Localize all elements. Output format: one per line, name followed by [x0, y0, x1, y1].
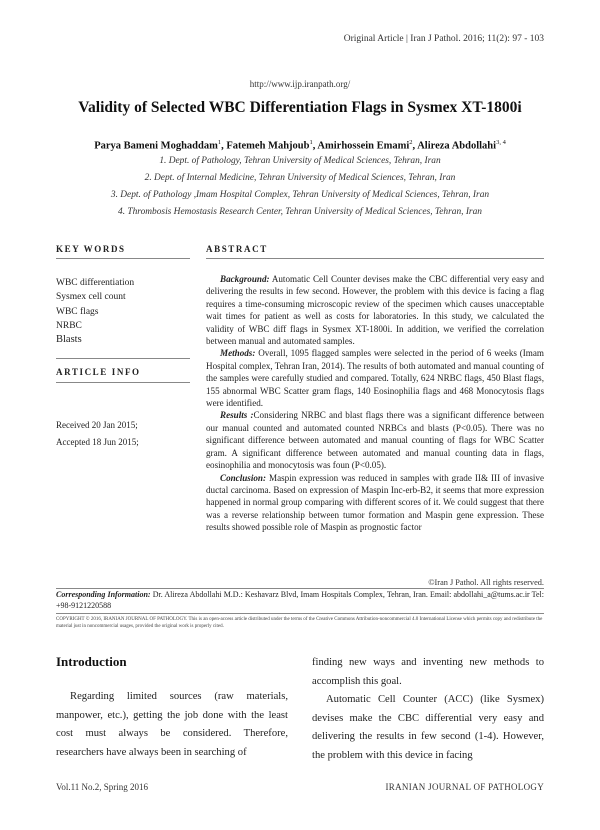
intro-paragraph: Automatic Cell Counter (ACC) (like Sysmex) devises make the CBC differential very easy and delivering the results in few second (1-4). However, the problem with this device in facing: [312, 694, 544, 761]
running-header: Original Article | Iran J Pathol. 2016; 11(2): 97 - 103: [343, 34, 544, 44]
author-affiliation-mark: 2: [409, 139, 413, 146]
intro-paragraph: Regarding limited sources (raw materials, manpower, etc.), getting the job done with the least cost must always be considered. Therefore, researchers have always been in searching of: [56, 691, 288, 758]
copyright-notice: ©Iran J Pathol. All rights reserved.: [428, 578, 544, 587]
keywords-divider: [56, 258, 190, 259]
abstract-body: [206, 273, 544, 534]
affiliation-1: 1. Dept. of Pathology, Tehran University of Medical Sciences, Tehran, Iran: [159, 156, 441, 166]
abstract-methods: Methods: Overall, 1095 flagged samples were selected in the period of 6 weeks (Imam Hospital complex, Tehran Iran, 2014). The results of both automated and manual counting of the samples were carefully studied and compared. Totally, 624 NRBC flags, 450 Blast flags, 155 abnormal WBC Scatter gram flags, 140 Eosinophilia flags and 468 Monocytosis flags were identified.: [206, 348, 544, 409]
keyword-item: Blasts: [56, 334, 82, 346]
received-date: Received 20 Jan 2015;: [56, 420, 138, 430]
intro-left-column: [56, 688, 288, 762]
article-info-divider: [56, 382, 190, 383]
abstract-heading: ABSTRACT: [206, 244, 268, 254]
author-name: Fatemeh Mahjoub: [226, 140, 310, 152]
author-name: Parya Bameni Moghaddam: [94, 140, 218, 152]
intro-right-column: [312, 654, 544, 765]
correspondence-info: Corresponding Information: Dr. Alireza Abdollahi M.D.: Keshavarz Blvd, Imam Hospitals Complex, Tehran, Iran. Email: abdollahi_a@tums.ac.ir Tel: +98-9121220588: [56, 590, 545, 611]
introduction-heading: Introduction: [56, 654, 127, 669]
author-name: Amirhossein Emami: [317, 140, 410, 152]
affiliation-2: 2. Dept. of Internal Medicine, Tehran University of Medical Sciences, Tehran, Iran: [144, 173, 456, 183]
keyword-item: NRBC: [56, 320, 82, 331]
author-affiliation-mark: 1: [217, 139, 222, 146]
intro-paragraph: finding new ways and inventing new methods to accomplish this goal.: [312, 657, 544, 687]
keyword-item: Sysmex cell count: [56, 292, 126, 303]
license-divider: [56, 613, 544, 614]
keywords-heading: KEY WORDS: [56, 244, 126, 254]
paper-title: Validity of Selected WBC Differentiation Flags in Sysmex XT-1800i: [78, 99, 522, 116]
author-name: Alireza Abdollahi: [417, 140, 497, 152]
journal-url[interactable]: http://www.ijp.iranpath.org/: [249, 79, 351, 89]
author-affiliation-mark: 1: [309, 139, 313, 146]
keyword-item: WBC differentiation: [56, 278, 135, 288]
author-affiliation-mark: 3, 4: [496, 139, 506, 146]
keyword-item: WBC flags: [56, 306, 99, 317]
affiliation-4: 4. Thrombosis Hemostasis Research Center, Tehran University of Medical Sciences, Tehran, Iran: [118, 207, 482, 217]
abstract-conclusion: Conclusion: Maspin expression was reduced in samples with grade II& III of invasive ductal carcinoma. Based on expression of Maspin Inc-erb-B2, it seems that more expression happened in normal group comparing with different scores of it. We could suggest that there was a reverse relationship between tumor formation and Maspin gene expression. These results showed possible role of Maspin as prognostic factor: [206, 472, 544, 533]
license-text: COPYRIGHT © 2016, IRANIAN JOURNAL OF PATHOLOGY. This is an open-access article distributed under the terms of the Creative Commons Attribution-noncommercial 4.0 International License which permits copy and redistribute the material just in noncommercial usages, provided the original work is properly cited.: [56, 617, 543, 629]
footer-volume: Vol.11 No.2, Spring 2016: [56, 782, 149, 792]
keyword-list: [56, 276, 134, 347]
footer-journal: IRANIAN JOURNAL OF PATHOLOGY: [385, 782, 544, 792]
affiliation-3: 3. Dept. of Pathology ,Imam Hospital Complex, Tehran University of Medical Sciences, Tehran, Iran: [110, 190, 490, 200]
article-info-heading: ARTICLE INFO: [56, 367, 141, 377]
author-list: Parya Bameni Moghaddam$^1$, Fatemeh Mahjoub$^1$, Amirhossein Emami$^2$, Alireza Abdollahi$^{3, 4}$: [94, 139, 506, 152]
abstract-results: Results :Considering NRBC and blast flags there was a significant difference between our manual counted and automated counted NRBCs and blasts (P<0.05). There was no significant difference between automated and manual counting of flags for WBC Scatter gram. A significant difference between automated and manual counting data in flags, eosinophilia and monocytosis was foun (P<0.05).: [206, 410, 544, 471]
article-info-divider-top: [56, 358, 190, 359]
abstract-divider: [206, 258, 544, 259]
article-dates: [56, 417, 139, 451]
accepted-date: Accepted 18 Jun 2015;: [56, 437, 139, 447]
abstract-background: Background: Automatic Cell Counter devises make the CBC differential very easy and delivering the results in few second. However, the problem with this device is facing a flag requires a time-consuming microscopic review of the specimen which causes unacceptable wait times for patient as well as costs for laboratories. In this study, we calculated the validity of WBC diff flags in Sysmex XT-1800i. In addition, we verified the correlation between manual and automated samples.: [206, 274, 544, 347]
